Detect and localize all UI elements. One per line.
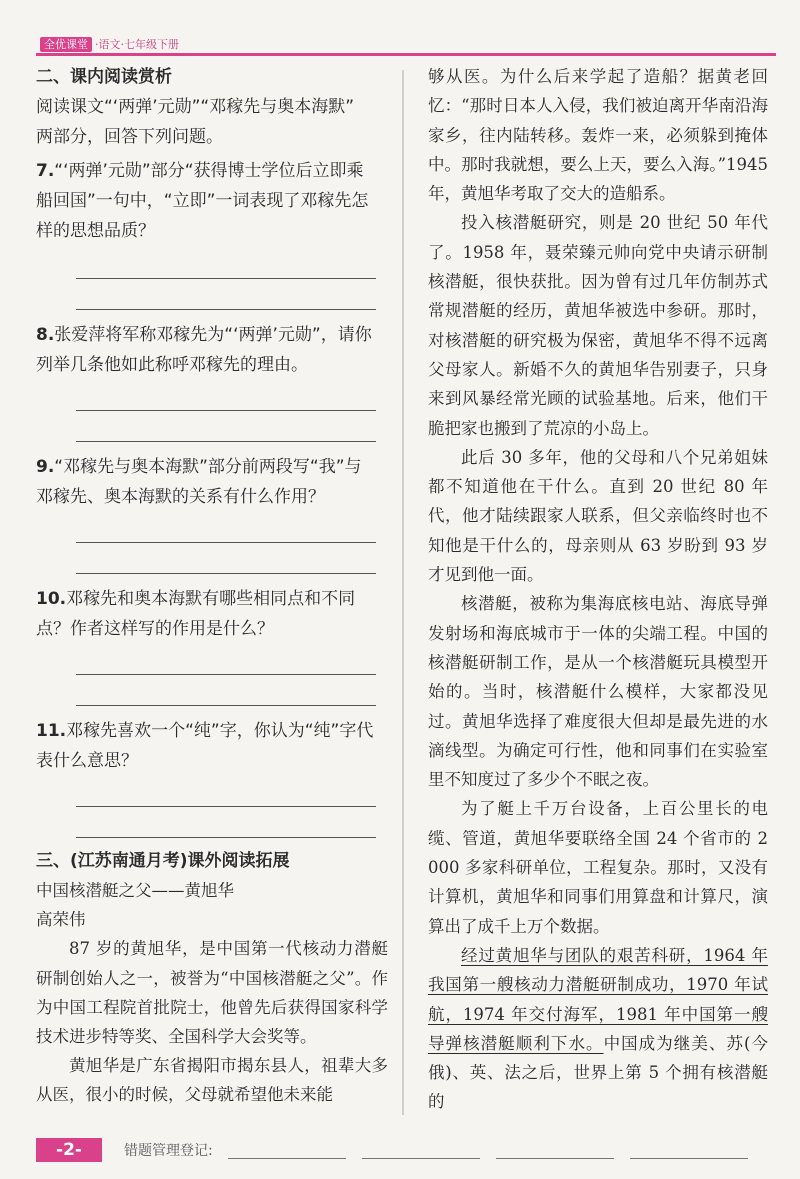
brand-name: 全优课堂 — [40, 37, 92, 52]
article-paragraph: 为了艇上千万台设备，上百公里长的电缆、管道，黄旭华要联络全国 24 个省市的 2 000 多家科研单位，工程复杂。那时，又没有计算机，黄旭华和同事们用算盘和计算尺，演算出了成千上万个数据。 — [428, 799, 768, 936]
article-paragraph — [428, 941, 768, 1117]
article-paragraph: 黄旭华是广东省揭阳市揭东县人，祖辈大多从医，很小的时候，父母就希望他未来能 — [36, 1056, 388, 1105]
article-paragraph: 够从医。为什么后来学起了造船？据黄老回忆：“那时日本人入侵，我们被迫离开华南沿海家乡，往内陆转移。轰炸一来，必须躲到掩体中。那时我就想，要么上天，要么入海。”1945 年，黄旭华考取了交大的造船系。 — [428, 67, 768, 204]
article-title: 中国核潜艇之父——黄旭华 — [36, 881, 234, 900]
question-8 — [36, 320, 388, 442]
question-text: 表什么意思？ — [36, 751, 138, 771]
question-number: 8. — [36, 325, 55, 345]
answer-line[interactable] — [76, 705, 376, 706]
brand-logo — [40, 36, 179, 52]
error-log-line[interactable] — [228, 1158, 346, 1159]
article-author: 高荣伟 — [36, 910, 86, 930]
subject-label: ·语文·七年级下册 — [95, 38, 179, 51]
question-9 — [36, 452, 388, 574]
error-log-line[interactable] — [362, 1158, 480, 1159]
right-column — [428, 62, 768, 1117]
header-rule — [36, 53, 776, 56]
question-text: 点？作者这样写的作用是什么？ — [36, 619, 274, 639]
underlined-sentence: 经过黄旭华与团队的艰苦科研，1964 年我国第一艘核动力潜艇研制成功，1970 年试航，1974 年交付海军，1981 年中国第一艘导弹核潜艇顺利下水。 — [428, 945, 768, 1053]
answer-line[interactable] — [76, 837, 376, 838]
question-7 — [36, 156, 388, 310]
question-number: 11. — [36, 721, 67, 741]
question-text: 列举几条他如此称呼邓稼先的理由。 — [36, 355, 308, 375]
article-paragraph: 87 岁的黄旭华，是中国第一代核动力潜艇研制创始人之一，被誉为“中国核潜艇之父”。作为中国工程院首批院士，他曾先后获得国家科学技术进步特等奖、全国科学大会奖等。 — [36, 939, 388, 1047]
article — [36, 876, 388, 1110]
question-text: 邓稼先和奥本海默有哪些相同点和不同 — [66, 589, 356, 609]
question-text: 样的思想品质？ — [36, 221, 155, 241]
column-divider — [402, 70, 404, 1115]
article-paragraph: 投入核潜艇研究，则是 20 世纪 50 年代了。1958 年，聂荣臻元帅向党中央请示研制核潜艇，很快获批。因为曾有过几年仿制苏式常规潜艇的经历，黄旭华被选中参研。那时，对核潜艇的研究极为保密，黄旭华不得不远离父母家人。新婚不久的黄旭华告别妻子，只身来到风暴经常光顾的试验基地。后来，他们干脆把家也搬到了荒凉的小岛上。 — [428, 213, 768, 438]
article-paragraph: 核潜艇，被称为集海底核电站、海底导弹发射场和海底城市于一体的尖端工程。中国的核潜艇研制工作，是从一个核潜艇玩具模型开始的。当时，核潜艇什么模样，大家都没见过。黄旭华选择了难度很大但却是最先进的水滴线型。为确定可行性，他和同事们在实验室里不知度过了多少个不眠之夜。 — [428, 594, 768, 790]
section-title-in-class-reading: 二、课内阅读赏析 — [36, 67, 172, 87]
article-paragraph: 此后 30 多年，他的父母和八个兄弟姐妹都不知道他在干什么。直到 20 世纪 80 年代，他才陆续跟家人联系，但父亲临终时也不知他是干什么的，母亲则从 63 岁盼到 93 岁才见到他一面。 — [428, 447, 768, 585]
section-title-extended-reading: 三、(江苏南通月考)课外阅读拓展 — [36, 851, 290, 871]
page-footer — [36, 1138, 776, 1162]
error-log-label: 错题管理登记: — [124, 1143, 213, 1159]
reading-intro-line-2: 两部分，回答下列问题。 — [36, 127, 223, 147]
answer-line[interactable] — [76, 441, 376, 442]
page-header — [36, 36, 776, 52]
question-number: 9. — [36, 457, 55, 477]
question-text: 张爱萍将军称邓稼先为“‘两弹’元勋”，请你 — [54, 325, 372, 345]
question-11 — [36, 716, 388, 838]
paragraph-text: 中国成为继美、苏(今俄)、英、法之后，世界上第 5 个拥有核潜艇的 — [428, 1033, 769, 1112]
error-log-line[interactable] — [496, 1158, 614, 1159]
error-log-line[interactable] — [630, 1158, 748, 1159]
answer-line[interactable] — [76, 573, 376, 574]
answer-line[interactable] — [76, 309, 376, 310]
reading-intro-line-1: 阅读课文“‘两弹’元勋”“邓稼先与奥本海默” — [36, 97, 355, 117]
page-number: -2- — [36, 1138, 102, 1162]
question-number: 7. — [36, 161, 55, 181]
question-number: 10. — [36, 589, 67, 609]
question-text: “‘两弹’元勋”部分“获得博士学位后立即乘 — [54, 161, 364, 181]
question-text: 邓稼先、奥本海默的关系有什么作用？ — [36, 487, 325, 507]
left-column — [36, 62, 388, 1110]
question-text: 邓稼先喜欢一个“纯”字，你认为“纯”字代 — [66, 721, 374, 741]
question-10 — [36, 584, 388, 706]
question-text: 船回国”一句中，“立即”一词表现了邓稼先怎 — [36, 191, 369, 211]
question-text: “邓稼先与奥本海默”部分前两段写“我”与 — [54, 457, 362, 477]
